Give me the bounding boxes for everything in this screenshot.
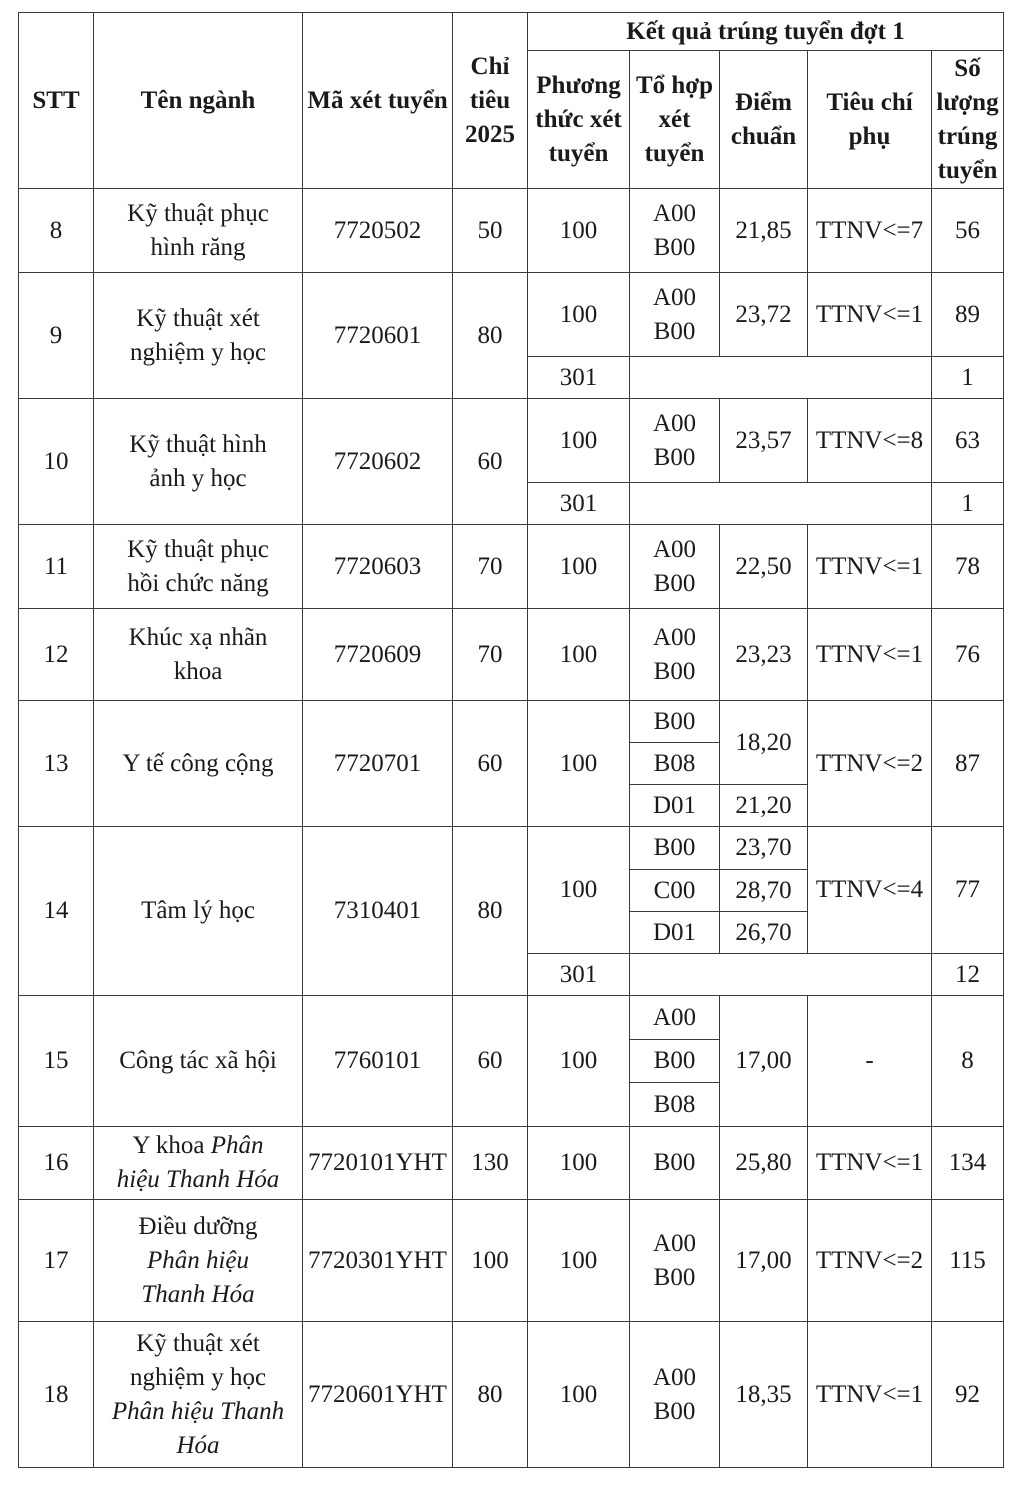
row-quota: 70: [453, 525, 528, 609]
row-count: 87: [932, 701, 1004, 827]
row-quota: 60: [453, 996, 528, 1127]
row-count-alt: 1: [932, 357, 1004, 399]
row-score: 17,00: [720, 1200, 808, 1322]
header-admitted-count: Số lượng trúng tuyển: [932, 51, 1004, 189]
row-combos: A00 B00: [630, 189, 720, 273]
row-combos: A00 B00: [630, 1322, 720, 1468]
row-empty: [630, 483, 932, 525]
row-quota: 50: [453, 189, 528, 273]
header-admission-code: Mã xét tuyển: [303, 13, 453, 189]
row-combos: A00 B00: [630, 1200, 720, 1322]
row-count: 78: [932, 525, 1004, 609]
row-score: 23,57: [720, 399, 808, 483]
row-stt: 16: [19, 1127, 94, 1200]
row-code: 7720601: [303, 273, 453, 399]
row-code: 7720701: [303, 701, 453, 827]
row-major-name: Kỹ thuật hình ảnh y học: [94, 399, 303, 525]
table-header: [19, 13, 1004, 189]
row-code: 7720301YHT: [303, 1200, 453, 1322]
row-code: 7720603: [303, 525, 453, 609]
row-stt: 14: [19, 827, 94, 996]
row-combo: B08: [630, 743, 720, 785]
row-quota: 60: [453, 399, 528, 525]
row-combo: A00: [630, 996, 720, 1040]
row-combo: C00: [630, 870, 720, 912]
header-quota: Chỉ tiêu 2025: [453, 13, 528, 189]
row-empty: [630, 954, 932, 996]
row-criteria: TTNV<=1: [808, 273, 932, 357]
row-stt: 18: [19, 1322, 94, 1468]
row-criteria: TTNV<=2: [808, 1200, 932, 1322]
row-code: 7720101YHT: [303, 1127, 453, 1200]
row-criteria: TTNV<=2: [808, 701, 932, 827]
row-count: 63: [932, 399, 1004, 483]
row-code: 7720601YHT: [303, 1322, 453, 1468]
row-combos: A00 B00: [630, 525, 720, 609]
row-quota: 100: [453, 1200, 528, 1322]
table-row: [19, 399, 1004, 483]
row-stt: 12: [19, 609, 94, 701]
row-method: 100: [528, 609, 630, 701]
header-results-round-1: Kết quả trúng tuyển đợt 1: [528, 13, 1004, 51]
row-method: 100: [528, 525, 630, 609]
row-combo: D01: [630, 785, 720, 827]
header-subject-combo: Tổ hợp xét tuyển: [630, 51, 720, 189]
row-combo: B00: [630, 1040, 720, 1083]
row-criteria: -: [808, 996, 932, 1127]
row-stt: 8: [19, 189, 94, 273]
row-quota: 130: [453, 1127, 528, 1200]
row-count-alt: 1: [932, 483, 1004, 525]
row-criteria: TTNV<=7: [808, 189, 932, 273]
row-method: 100: [528, 399, 630, 483]
table-row: [19, 189, 1004, 273]
row-method: 100: [528, 701, 630, 827]
row-method: 100: [528, 189, 630, 273]
row-stt: 9: [19, 273, 94, 399]
row-count: 89: [932, 273, 1004, 357]
table-row: [19, 701, 1004, 743]
row-count: 134: [932, 1127, 1004, 1200]
table-row: [19, 1200, 1004, 1322]
row-quota: 80: [453, 827, 528, 996]
row-combos: B00: [630, 1127, 720, 1200]
row-criteria: TTNV<=1: [808, 525, 932, 609]
row-code: 7720609: [303, 609, 453, 701]
row-combos: A00 B00: [630, 609, 720, 701]
row-combos: A00 B00: [630, 399, 720, 483]
row-method-alt: 301: [528, 357, 630, 399]
row-quota: 70: [453, 609, 528, 701]
table-row: [19, 273, 1004, 357]
table-row: [19, 996, 1004, 1040]
row-method: 100: [528, 1322, 630, 1468]
row-major-name: Y khoa Phân hiệu Thanh Hóa: [94, 1127, 303, 1200]
row-score: 23,70: [720, 827, 808, 870]
row-stt: 11: [19, 525, 94, 609]
row-major-name: Công tác xã hội: [94, 996, 303, 1127]
row-score: 26,70: [720, 912, 808, 954]
row-combos: A00 B00: [630, 273, 720, 357]
header-cutoff-score: Điểm chuẩn: [720, 51, 808, 189]
row-count: 92: [932, 1322, 1004, 1468]
row-method: 100: [528, 996, 630, 1127]
header-stt: STT: [19, 13, 94, 189]
row-major-name: Kỹ thuật xét nghiệm y học: [94, 273, 303, 399]
row-stt: 10: [19, 399, 94, 525]
row-criteria: TTNV<=1: [808, 1127, 932, 1200]
row-score: 18,20: [720, 701, 808, 785]
row-criteria: TTNV<=4: [808, 827, 932, 954]
header-method: Phương thức xét tuyển: [528, 51, 630, 189]
row-method: 100: [528, 827, 630, 954]
row-combo: B00: [630, 827, 720, 870]
row-method: 100: [528, 1127, 630, 1200]
row-score: 23,72: [720, 273, 808, 357]
row-count: 56: [932, 189, 1004, 273]
row-code: 7310401: [303, 827, 453, 996]
row-count: 77: [932, 827, 1004, 954]
header-secondary-criteria: Tiêu chí phụ: [808, 51, 932, 189]
table-row: [19, 1127, 1004, 1200]
header-major-name: Tên ngành: [94, 13, 303, 189]
row-code: 7720602: [303, 399, 453, 525]
table-row: [19, 1322, 1004, 1468]
row-score: 21,20: [720, 785, 808, 827]
row-major-name: Kỹ thuật phục hình răng: [94, 189, 303, 273]
row-count-alt: 12: [932, 954, 1004, 996]
row-stt: 13: [19, 701, 94, 827]
row-criteria: TTNV<=1: [808, 609, 932, 701]
row-count: 76: [932, 609, 1004, 701]
row-criteria: TTNV<=8: [808, 399, 932, 483]
row-score: 28,70: [720, 870, 808, 912]
row-combo: D01: [630, 912, 720, 954]
row-method: 100: [528, 1200, 630, 1322]
row-major-name: Tâm lý học: [94, 827, 303, 996]
row-count: 115: [932, 1200, 1004, 1322]
row-combo: B00: [630, 701, 720, 743]
row-major-name: Kỹ thuật phục hồi chức năng: [94, 525, 303, 609]
row-stt: 17: [19, 1200, 94, 1322]
row-major-name: Kỹ thuật xét nghiệm y học Phân hiệu Thanh Hóa: [94, 1322, 303, 1468]
row-quota: 80: [453, 1322, 528, 1468]
row-quota: 60: [453, 701, 528, 827]
row-criteria: TTNV<=1: [808, 1322, 932, 1468]
row-score: 25,80: [720, 1127, 808, 1200]
row-score: 21,85: [720, 189, 808, 273]
table-row: [19, 609, 1004, 701]
row-score: 17,00: [720, 996, 808, 1127]
row-score: 23,23: [720, 609, 808, 701]
row-count: 8: [932, 996, 1004, 1127]
row-code: 7760101: [303, 996, 453, 1127]
row-empty: [630, 357, 932, 399]
row-combo: B08: [630, 1083, 720, 1127]
row-method-alt: 301: [528, 483, 630, 525]
row-score: 18,35: [720, 1322, 808, 1468]
row-major-name: Khúc xạ nhãn khoa: [94, 609, 303, 701]
row-quota: 80: [453, 273, 528, 399]
table-row: [19, 525, 1004, 609]
admission-results-table: [18, 12, 1004, 1468]
row-major-name: Y tế công cộng: [94, 701, 303, 827]
row-stt: 15: [19, 996, 94, 1127]
table-row: [19, 827, 1004, 870]
row-method: 100: [528, 273, 630, 357]
row-code: 7720502: [303, 189, 453, 273]
row-method-alt: 301: [528, 954, 630, 996]
row-major-name: Điều dưỡng Phân hiệu Thanh Hóa: [94, 1200, 303, 1322]
row-score: 22,50: [720, 525, 808, 609]
